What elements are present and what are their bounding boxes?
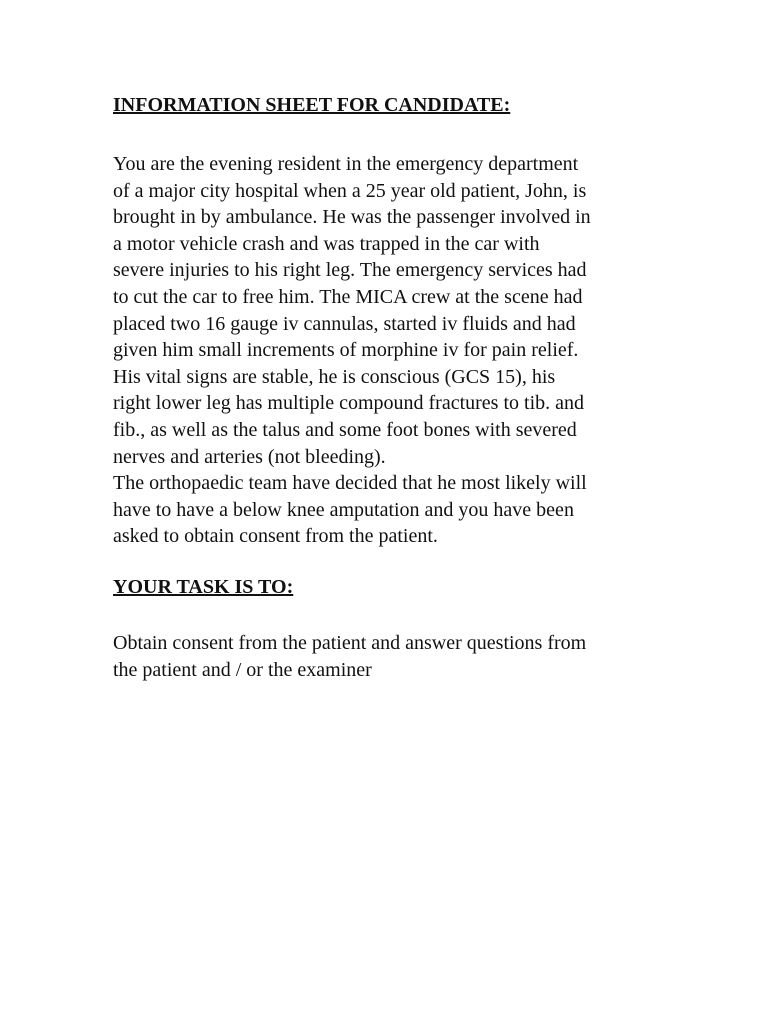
task-line: the patient and / or the examiner xyxy=(113,658,372,681)
scenario-line: nerves and arteries (not bleeding). xyxy=(113,445,386,468)
task-line: Obtain consent from the patient and answer questions from xyxy=(113,631,587,654)
document-page xyxy=(113,92,653,683)
scenario-line: a motor vehicle crash and was trapped in the car with xyxy=(113,232,540,255)
scenario-paragraph xyxy=(113,151,653,550)
scenario-line: to cut the car to free him. The MICA crew at the scene had xyxy=(113,285,583,308)
scenario-line: have to have a below knee amputation and you have been xyxy=(113,498,574,521)
scenario-line: severe injuries to his right leg. The emergency services had xyxy=(113,259,587,282)
scenario-line: of a major city hospital when a 25 year old patient, John, is xyxy=(113,179,587,202)
task-paragraph xyxy=(113,630,653,683)
scenario-line: given him small increments of morphine iv for pain relief. xyxy=(113,339,579,362)
scenario-line: brought in by ambulance. He was the passenger involved in xyxy=(113,206,591,229)
sheet-title: INFORMATION SHEET FOR CANDIDATE: xyxy=(113,94,511,116)
scenario-line: placed two 16 gauge iv cannulas, started iv fluids and had xyxy=(113,312,576,335)
scenario-line: You are the evening resident in the emergency department xyxy=(113,153,579,175)
task-heading: YOUR TASK IS TO: xyxy=(113,575,294,598)
scenario-line: The orthopaedic team have decided that he most likely will xyxy=(113,472,587,495)
scenario-line: right lower leg has multiple compound fractures to tib. and xyxy=(113,392,584,415)
scenario-line: fib., as well as the talus and some foot bones with severed xyxy=(113,418,577,441)
scenario-line: His vital signs are stable, he is conscious (GCS 15), his xyxy=(113,365,556,388)
scenario-line: asked to obtain consent from the patient. xyxy=(113,525,438,548)
